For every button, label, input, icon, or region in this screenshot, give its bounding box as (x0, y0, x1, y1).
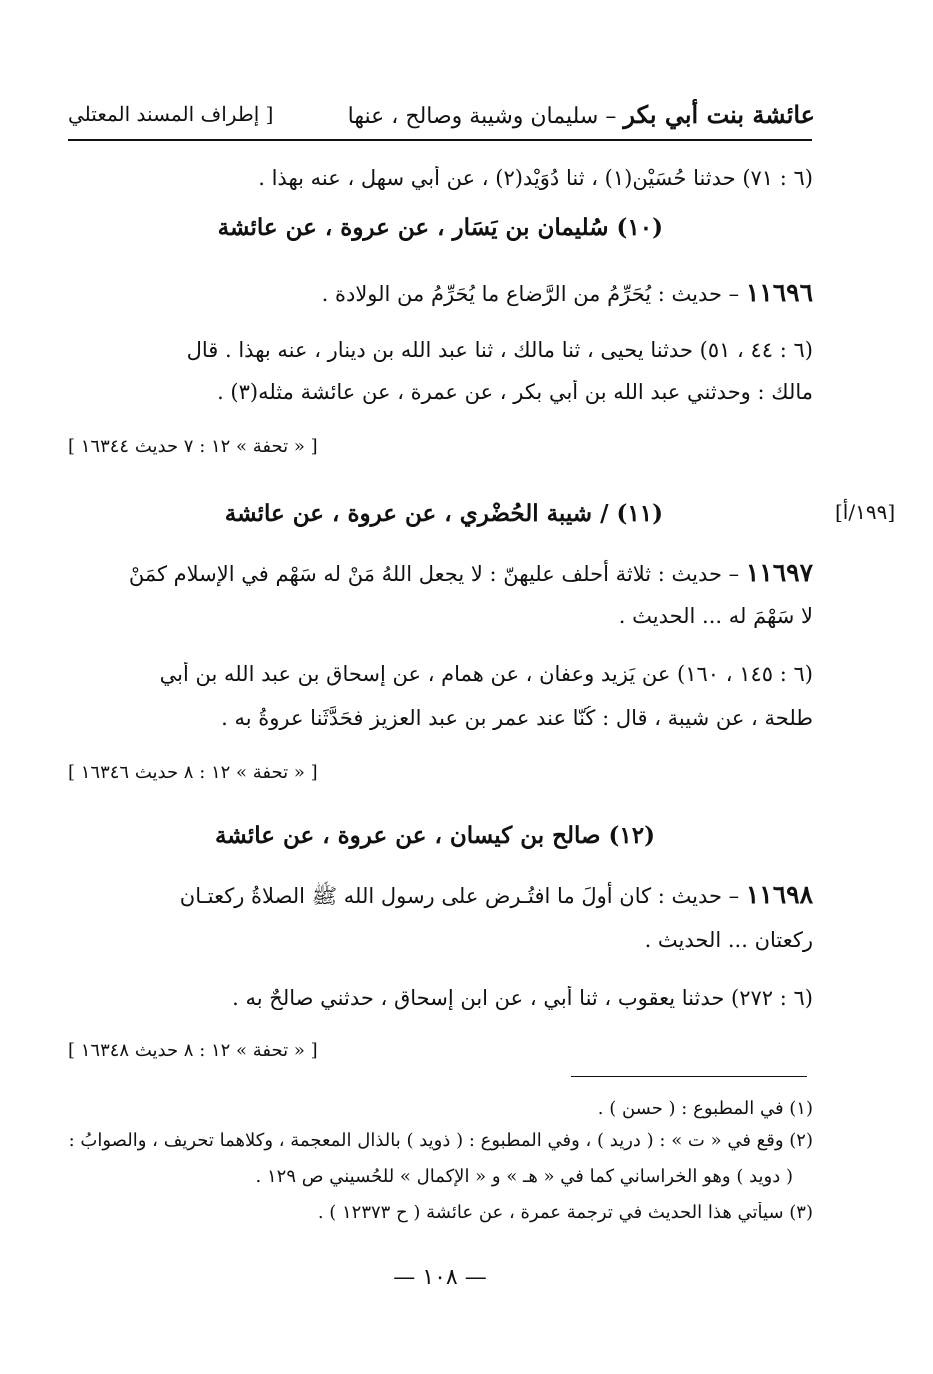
hadith-text-cont: لا سَهْمَ له ... الحديث . (618, 604, 813, 628)
hadith-text-cont: ركعتان ... الحديث . (644, 928, 813, 952)
section-heading-10: (١٠) سُليمان بن يَسَار ، عن عروة ، عن عائشة (217, 214, 663, 241)
hadith-number: ١١٦٩٦ (745, 278, 813, 307)
chain-line: (٦ : ١٤٥ ، ١٦٠) عن يَزيد وعفان ، عن همام ، عن إسحاق بن عبد الله بن أبي (159, 662, 813, 686)
hadith-number: ١١٦٩٧ (745, 558, 813, 587)
running-header-title (348, 100, 815, 129)
hadith-number: ١١٦٩٨ (745, 880, 813, 909)
chain-line: (٦ : ٤٤ ، ٥١) حدثنا يحيى ، ثنا مالك ، ثنا عبد الله بن دينار ، عنه بهذا . قال (186, 338, 813, 362)
running-header-book: [ إطراف المسند المعتلي (68, 102, 274, 126)
manuscript-folio-note: [١٩٩/أ] (835, 500, 896, 524)
footnote-1: (١) في المطبوع : ( حسن ) . (597, 1098, 813, 1119)
footnote-2: (٢) وقع في « ت » : ( دريد ) ، وفي المطبوع : ( ذويد ) بالذال المعجمة ، وكلاهما تحريف ، والصوابُ : (68, 1130, 813, 1151)
chain-line: طلحة ، عن شيبة ، قال : كُنّا عند عمر بن عبد العزيز فحَدَّثَنا عروةُ به . (221, 706, 813, 730)
page-number: — ١٠٨ — (393, 1265, 487, 1290)
section-heading-11: (١١) / شيبة الحُضْري ، عن عروة ، عن عائشة (224, 500, 663, 527)
hadith-11697 (68, 558, 813, 587)
chain-line: مالك : وحدثني عبد الله بن أبي بكر ، عن عمرة ، عن عائشة مثله(٣) . (217, 380, 813, 404)
header-title-bold: عائشة بنت أبي بكر (623, 100, 815, 129)
hadith-11698 (68, 880, 813, 914)
hadith-text: – حديث : كان أولَ ما افتُـرض على رسول الله ﷺ الصلاةُ ركعتـان (179, 884, 740, 908)
chain-line: (٦ : ٧١) حدثنا حُسَيْن(١) ، ثنا دُوَيْد(٢) ، عن أبي سهل ، عنه بهذا . (258, 166, 813, 190)
chain-line: (٦ : ٢٧٢) حدثنا يعقوب ، ثنا أبي ، عن ابن إسحاق ، حدثني صالحٌ به . (232, 986, 813, 1010)
footnote-3: (٣) سيأتي هذا الحديث في ترجمة عمرة ، عن عائشة ( ح ١٢٣٧٣ ) . (317, 1202, 813, 1223)
hadith-11696 (68, 278, 813, 307)
tuhfa-reference: [ « تحفة » ١٢ : ٧ حديث ١٦٣٤٤ ] (68, 436, 318, 457)
header-rule (68, 139, 812, 141)
tuhfa-reference: [ « تحفة » ١٢ : ٨ حديث ١٦٣٤٦ ] (68, 762, 318, 783)
hadith-text: – حديث : ثلاثة أحلف عليهنّ : لا يجعل اللهُ مَنْ له سَهْم في الإسلام كمَنْ (128, 562, 740, 586)
tuhfa-reference: [ « تحفة » ١٢ : ٨ حديث ١٦٣٤٨ ] (68, 1040, 318, 1061)
section-heading-12: (١٢) صالح بن كيسان ، عن عروة ، عن عائشة (214, 822, 655, 849)
hadith-text: – حديث : يُحَرِّمُ من الرَّضاع ما يُحَرِّمُ من الولادة . (321, 282, 740, 306)
header-title-rest: – سليمان وشيبة وصالح ، عنها (347, 104, 617, 129)
footnote-2-cont: ( دويد ) وهو الخراساني كما في « هـ » و « الإكمال » للحُسيني ص ١٢٩ . (255, 1166, 793, 1187)
footnote-rule (571, 1076, 807, 1077)
